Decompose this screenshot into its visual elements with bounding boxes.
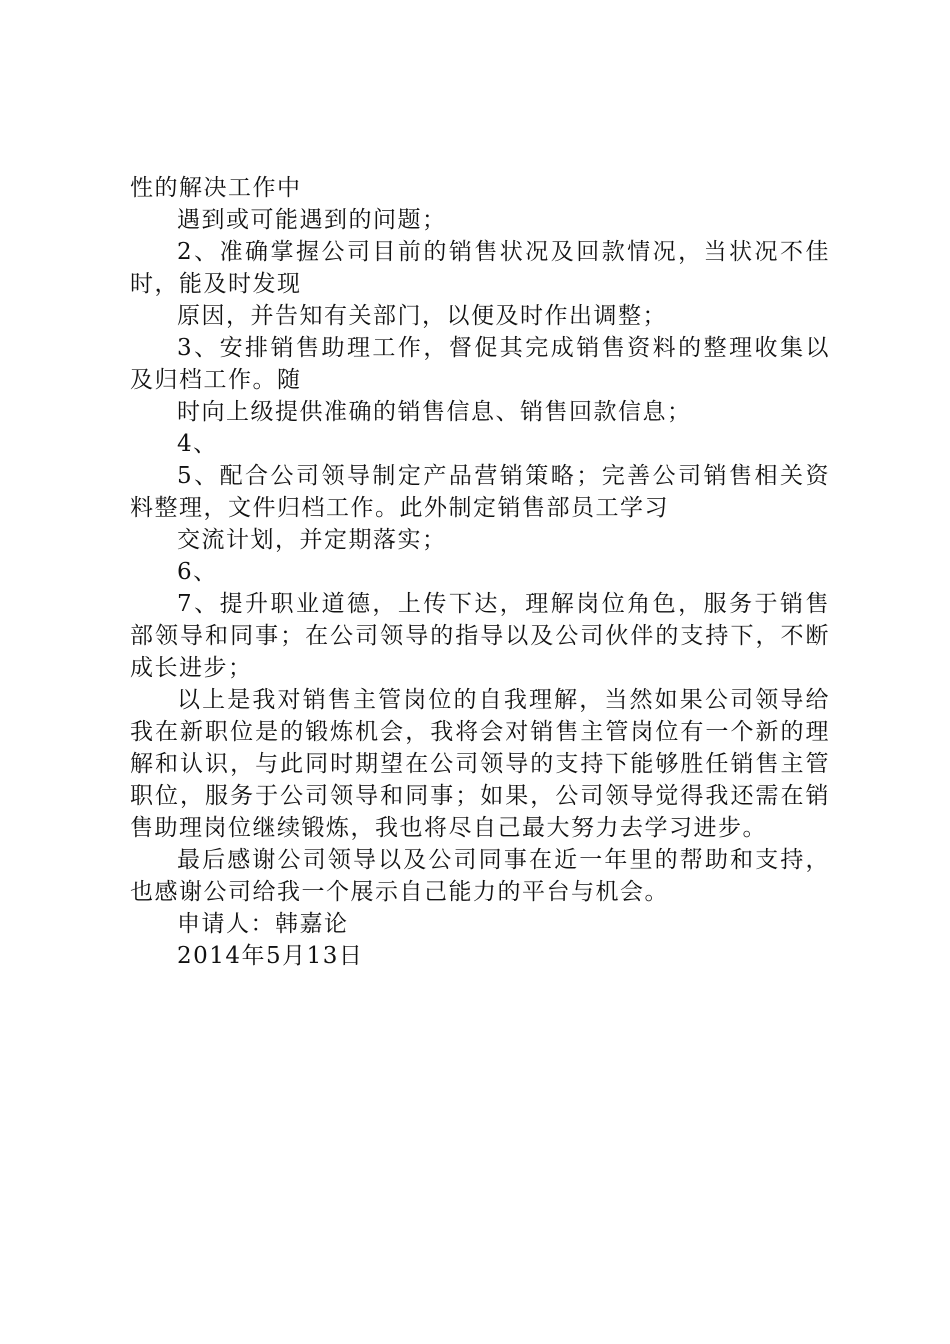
paragraph-item-7: 7、提升职业道德，上传下达，理解岗位角色，服务于销售部领导和同事；在公司领导的指导以及公司伙伴的支持下，不断成长进步； <box>130 591 830 681</box>
paragraph-summary: 以上是我对销售主管岗位的自我理解，当然如果公司领导给我在新职位是的锻炼机会，我将会对销售主管岗位有一个新的理解和认识，与此同时期望在公司领导的支持下能够胜任销售主管职位，服务于公司领导和同事；如果，公司领导觉得我还需在销售助理岗位继续锻炼，我也将尽自己最大努力去学习进步。 <box>130 687 830 841</box>
paragraph-item-3-cont: 时向上级提供准确的销售信息、销售回款信息； <box>177 399 692 425</box>
paragraph-item-4: 4、 <box>177 431 218 457</box>
paragraph-continuation: 性的解决工作中 <box>130 175 302 201</box>
paragraph-item-5-cont: 交流计划，并定期落实； <box>177 527 447 553</box>
paragraph-item-6: 6、 <box>177 559 218 585</box>
applicant-signature: 申请人：韩嘉论 <box>177 911 349 937</box>
paragraph-item-3: 3、安排销售助理工作，督促其完成销售资料的整理收集以及归档工作。随 <box>130 335 830 393</box>
paragraph-item-2-cont: 原因，并告知有关部门，以便及时作出调整； <box>177 303 667 329</box>
paragraph-item-2: 2、准确掌握公司目前的销售状况及回款情况，当状况不佳时，能及时发现 <box>130 239 830 297</box>
document-date: 2014年5月13日 <box>177 943 364 969</box>
paragraph-problems: 遇到或可能遇到的问题； <box>177 207 447 233</box>
paragraph-thanks: 最后感谢公司领导以及公司同事在近一年里的帮助和支持，也感谢公司给我一个展示自己能力的平台与机会。 <box>130 847 830 905</box>
document-page <box>130 172 830 972</box>
paragraph-item-5: 5、配合公司领导制定产品营销策略；完善公司销售相关资料整理，文件归档工作。此外制定销售部员工学习 <box>130 463 830 521</box>
